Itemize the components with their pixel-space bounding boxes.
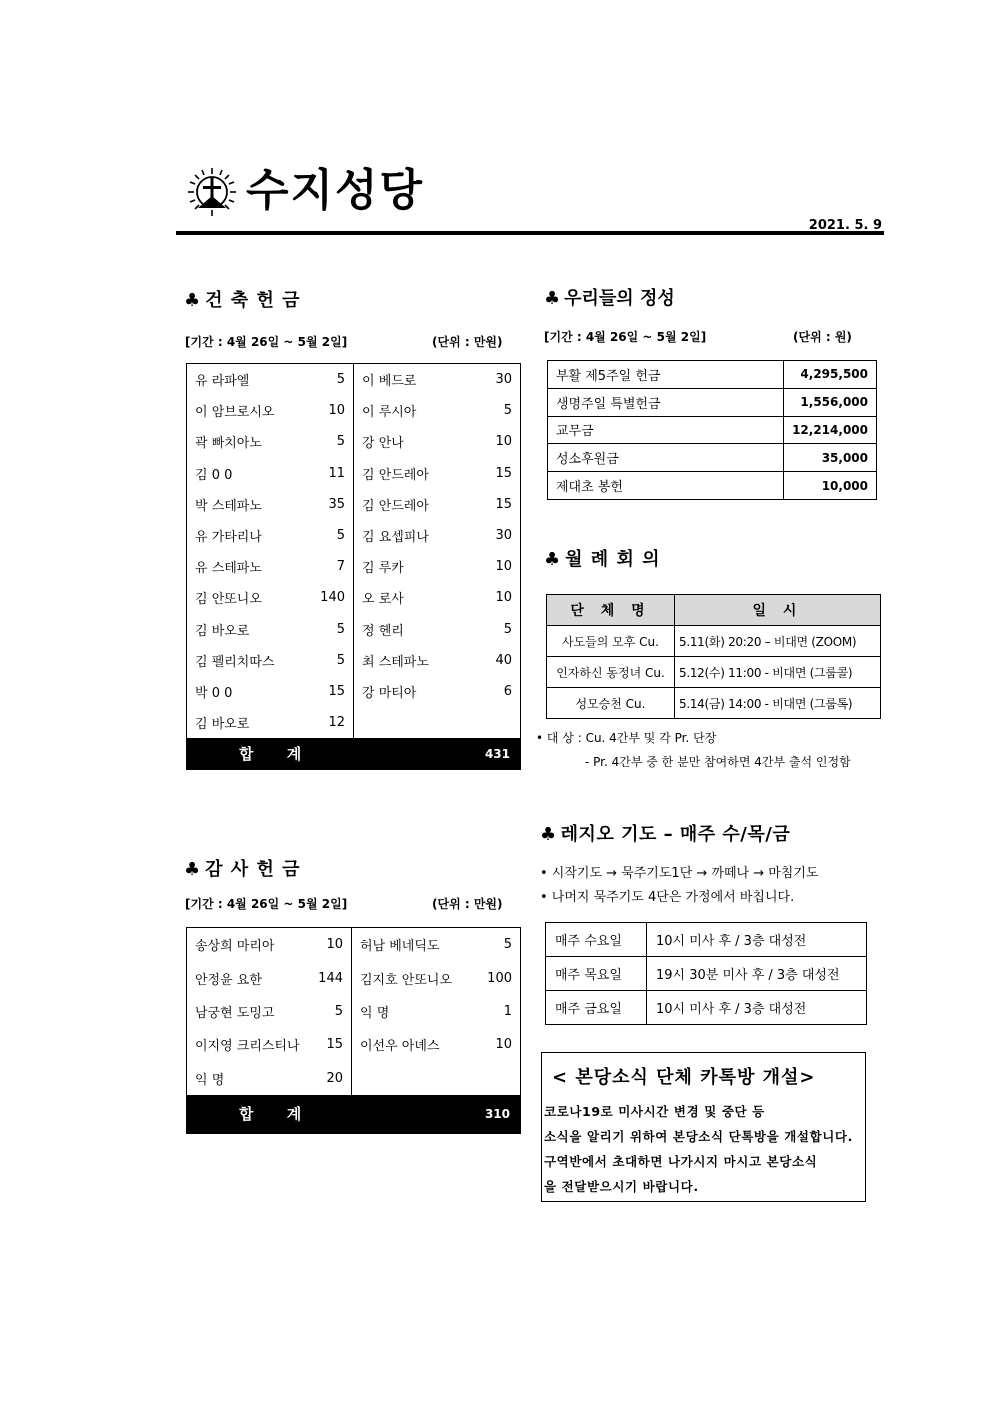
thanks-offering-period: [기간 : 4월 26일 ~ 5월 2일]: [185, 897, 348, 911]
contribution-label: 교무금: [548, 416, 784, 444]
offering-row: [187, 961, 351, 994]
offering-row: [187, 645, 353, 676]
donor-name: 강 마티아: [362, 685, 417, 701]
contributions-title: 우리들의 정성: [564, 288, 675, 309]
donor-name: 김 요셉피나: [362, 530, 429, 546]
offering-row: [187, 395, 353, 426]
contribution-label: 성소후원금: [548, 444, 784, 472]
monthly-meeting-title: 월 례 회 의: [565, 549, 661, 570]
donation-amount: 5: [336, 528, 345, 544]
offering-row: [187, 995, 351, 1028]
legio-schedule-row: [546, 991, 867, 1025]
donor-name: 안정윤 요한: [195, 972, 262, 988]
offering-row: [354, 582, 520, 613]
legio-prayer-bullets: [540, 862, 818, 910]
building-fund-title: 건 축 헌 금: [205, 290, 301, 311]
donation-amount: 15: [495, 496, 512, 512]
legio-time-place: 10시 미사 후 / 3층 대성전: [647, 991, 867, 1025]
meeting-row: [547, 688, 881, 719]
contributions-table: [547, 360, 877, 500]
offering-row: [354, 707, 520, 738]
building-fund-table: [186, 363, 521, 770]
offering-row: [354, 551, 520, 582]
building-fund-unit: (단위 : 만원): [432, 335, 503, 349]
donor-name: 이지영 크리스티나: [195, 1039, 300, 1055]
contribution-label: 생명주일 특별헌금: [548, 388, 784, 416]
donation-amount: 30: [495, 372, 512, 388]
meeting-row: [547, 657, 881, 688]
donation-amount: 35: [328, 496, 345, 512]
donor-name: 박 스테파노: [195, 498, 262, 514]
club-icon: ♣: [184, 290, 202, 311]
contributions-unit: (단위 : 원): [793, 330, 852, 344]
offering-row: [354, 395, 520, 426]
donor-name: 박 0 0: [195, 685, 233, 701]
offering-row: [354, 676, 520, 707]
donation-amount: 40: [495, 652, 512, 668]
offering-row: [187, 676, 353, 707]
donation-amount: 144: [318, 970, 343, 986]
legio-prayer-title: 레지오 기도 – 매주 수/목/금: [560, 824, 791, 845]
column-header-group: 단 체 명: [547, 595, 675, 626]
legio-day: 매주 금요일: [546, 991, 647, 1025]
legio-bullet-item: • 나머지 묵주기도 4단은 가정에서 바칩니다.: [540, 890, 795, 905]
offering-row: [187, 1028, 351, 1061]
offering-row: [187, 707, 353, 738]
bulletin-date: 2021. 5. 9: [808, 218, 882, 233]
total-label: 합 계: [239, 745, 316, 764]
offering-row: [352, 1028, 520, 1061]
offering-row: [354, 364, 520, 395]
donation-amount: 5: [503, 621, 512, 637]
legio-schedule-row: [546, 957, 867, 991]
donor-name: 이선우 아녜스: [360, 1039, 440, 1055]
donation-amount: 5: [336, 434, 345, 450]
donation-amount: 10: [495, 434, 512, 450]
meeting-datetime: 5.12(수) 11:00 - 비대면 (그룹콜): [675, 657, 881, 688]
thanks-offering-left-column: [187, 928, 351, 1095]
offering-row: [187, 551, 353, 582]
legio-bullet-item: • 시작기도 → 묵주기도1단 → 까떼나 → 마침기도: [540, 866, 819, 881]
meeting-group: 인자하신 동정녀 Cu.: [547, 657, 675, 688]
contribution-row: [548, 361, 877, 389]
offering-row: [354, 458, 520, 489]
thanks-offering-unit: (단위 : 만원): [432, 897, 503, 911]
offering-row: [187, 1062, 351, 1095]
offering-row: [187, 489, 353, 520]
parish-news-line: 코로나19로 미사시간 변경 및 중단 등: [544, 1104, 765, 1119]
donor-name: 김 바오로: [195, 717, 250, 733]
contribution-row: [548, 388, 877, 416]
donor-name: 김 루카: [362, 561, 404, 577]
donor-name: 김지호 안또니오: [360, 972, 453, 988]
donation-amount: 15: [495, 465, 512, 481]
donor-name: 곽 빠치아노: [195, 436, 262, 452]
donation-amount: 100: [487, 970, 512, 986]
donor-name: 김 0 0: [195, 467, 233, 483]
meeting-group: 성모승천 Cu.: [547, 688, 675, 719]
thanks-offering-title: 감 사 헌 금: [205, 859, 301, 880]
total-label: 합 계: [239, 1105, 316, 1124]
club-icon: ♣: [544, 549, 562, 570]
donor-name: 유 라파엘: [195, 374, 250, 390]
donation-amount: 15: [326, 1037, 343, 1053]
donor-name: 이 암브로시오: [195, 405, 275, 421]
parish-news-box: [541, 1052, 866, 1202]
building-fund-left-column: [187, 364, 353, 738]
legio-time-place: 19시 30분 미사 후 / 3층 대성전: [647, 957, 867, 991]
donation-amount: 12: [328, 715, 345, 731]
contribution-label: 부활 제5주일 헌금: [548, 361, 784, 389]
contribution-amount: 10,000: [784, 472, 877, 500]
donation-amount: 5: [336, 621, 345, 637]
parish-news-body: [544, 1099, 865, 1199]
building-fund-total-row: [187, 738, 520, 769]
donation-amount: 7: [336, 559, 345, 575]
donor-name: 익 명: [360, 1005, 390, 1021]
column-header-datetime: 일 시: [675, 595, 881, 626]
parish-logo-icon: [186, 166, 238, 218]
building-fund-period: [기간 : 4월 26일 ~ 5월 2일]: [185, 335, 348, 349]
offering-row: [187, 426, 353, 457]
meeting-attendance-note: - Pr. 4간부 중 한 분만 참여하면 4간부 출석 인정함: [585, 755, 851, 769]
donation-amount: 5: [503, 403, 512, 419]
legio-prayer-schedule-table: [545, 922, 867, 1025]
offering-row: [354, 614, 520, 645]
meeting-group: 사도들의 모후 Cu.: [547, 626, 675, 657]
donation-amount: 1: [503, 1003, 512, 1019]
donor-name: 강 안나: [362, 436, 404, 452]
donor-name: 오 로사: [362, 592, 404, 608]
donor-name: 익 명: [195, 1072, 225, 1088]
club-icon: ♣: [184, 859, 202, 880]
parish-title: 수지성당: [246, 165, 425, 216]
donation-amount: 10: [495, 590, 512, 606]
building-fund-right-column: [353, 364, 520, 738]
donation-amount: 5: [336, 372, 345, 388]
parish-news-line: 을 전달받으시기 바랍니다.: [544, 1179, 699, 1194]
total-value: 431: [484, 746, 510, 761]
offering-row: [354, 645, 520, 676]
offering-row: [352, 1062, 520, 1095]
contribution-row: [548, 416, 877, 444]
offering-row: [187, 614, 353, 645]
meeting-datetime: 5.11(화) 20:20 – 비대면 (ZOOM): [675, 626, 881, 657]
donor-name: 송상희 마리아: [195, 939, 275, 955]
parish-news-title: < 본당소식 단체 카톡방 개설>: [552, 1067, 816, 1088]
offering-row: [187, 582, 353, 613]
donor-name: 김 안드레아: [362, 498, 429, 514]
donor-name: 이 베드로: [362, 374, 417, 390]
donation-amount: 5: [503, 937, 512, 953]
contribution-label: 제대초 봉헌: [548, 472, 784, 500]
offering-row: [187, 364, 353, 395]
donation-amount: 15: [328, 683, 345, 699]
donation-amount: 5: [334, 1003, 343, 1019]
monthly-meeting-table: [546, 594, 881, 719]
meeting-row: [547, 626, 881, 657]
donor-name: 최 스테파노: [362, 654, 429, 670]
meeting-target-note: • 대 상 : Cu. 4간부 및 각 Pr. 단장: [536, 731, 717, 745]
contributions-period: [기간 : 4월 26일 ~ 5월 2일]: [544, 330, 707, 344]
club-icon: ♣: [540, 824, 557, 845]
offering-row: [352, 995, 520, 1028]
offering-row: [354, 489, 520, 520]
donor-name: 남궁현 도밍고: [195, 1005, 275, 1021]
donor-name: 김 바오로: [195, 623, 250, 639]
offering-row: [187, 458, 353, 489]
legio-time-place: 10시 미사 후 / 3층 대성전: [647, 923, 867, 957]
building-fund-heading: [184, 286, 301, 312]
offering-row: [354, 426, 520, 457]
offering-row: [187, 520, 353, 551]
donation-amount: 30: [495, 528, 512, 544]
thanks-offering-total-row: [187, 1095, 520, 1133]
contribution-amount: 35,000: [784, 444, 877, 472]
contribution-amount: 1,556,000: [784, 388, 877, 416]
contribution-row: [548, 472, 877, 500]
monthly-meeting-heading: [544, 545, 661, 571]
parish-news-line: 구역반에서 초대하면 나가시지 마시고 본당소식: [544, 1154, 818, 1169]
contribution-amount: 4,295,500: [784, 361, 877, 389]
donation-amount: 5: [336, 652, 345, 668]
donor-name: 김 안또니오: [195, 592, 262, 608]
legio-day: 매주 수요일: [546, 923, 647, 957]
donation-amount: 6: [503, 683, 512, 699]
donor-name: 정 헨리: [362, 623, 404, 639]
donation-amount: 10: [326, 937, 343, 953]
offering-row: [352, 961, 520, 994]
contributions-heading: [544, 284, 675, 310]
contribution-amount: 12,214,000: [784, 416, 877, 444]
meeting-datetime: 5.14(금) 14:00 - 비대면 (그룹톡): [675, 688, 881, 719]
thanks-offering-heading: [184, 855, 301, 881]
parish-news-line: 소식을 알리기 위하여 본당소식 단톡방을 개설합니다.: [544, 1129, 853, 1144]
legio-prayer-heading: [540, 820, 790, 846]
legio-day: 매주 목요일: [546, 957, 647, 991]
donor-name: 유 가타리나: [195, 530, 262, 546]
donation-amount: 10: [495, 559, 512, 575]
legio-schedule-row: [546, 923, 867, 957]
donor-name: 김 펠리치따스: [195, 654, 275, 670]
thanks-offering-right-column: [351, 928, 520, 1095]
donation-amount: 10: [495, 1037, 512, 1053]
offering-row: [187, 928, 351, 961]
donation-amount: 140: [320, 590, 345, 606]
total-value: 310: [484, 1106, 510, 1121]
thanks-offering-table: [186, 927, 521, 1134]
donation-amount: 20: [326, 1070, 343, 1086]
donation-amount: 11: [328, 465, 345, 481]
contribution-row: [548, 444, 877, 472]
offering-row: [354, 520, 520, 551]
club-icon: ♣: [544, 288, 561, 309]
offering-row: [352, 928, 520, 961]
donor-name: 김 안드레아: [362, 467, 429, 483]
donor-name: 허남 베네딕도: [360, 939, 440, 955]
donation-amount: 10: [328, 403, 345, 419]
header-divider: [176, 231, 884, 235]
donor-name: 이 루시아: [362, 405, 417, 421]
donor-name: 유 스테파노: [195, 561, 262, 577]
